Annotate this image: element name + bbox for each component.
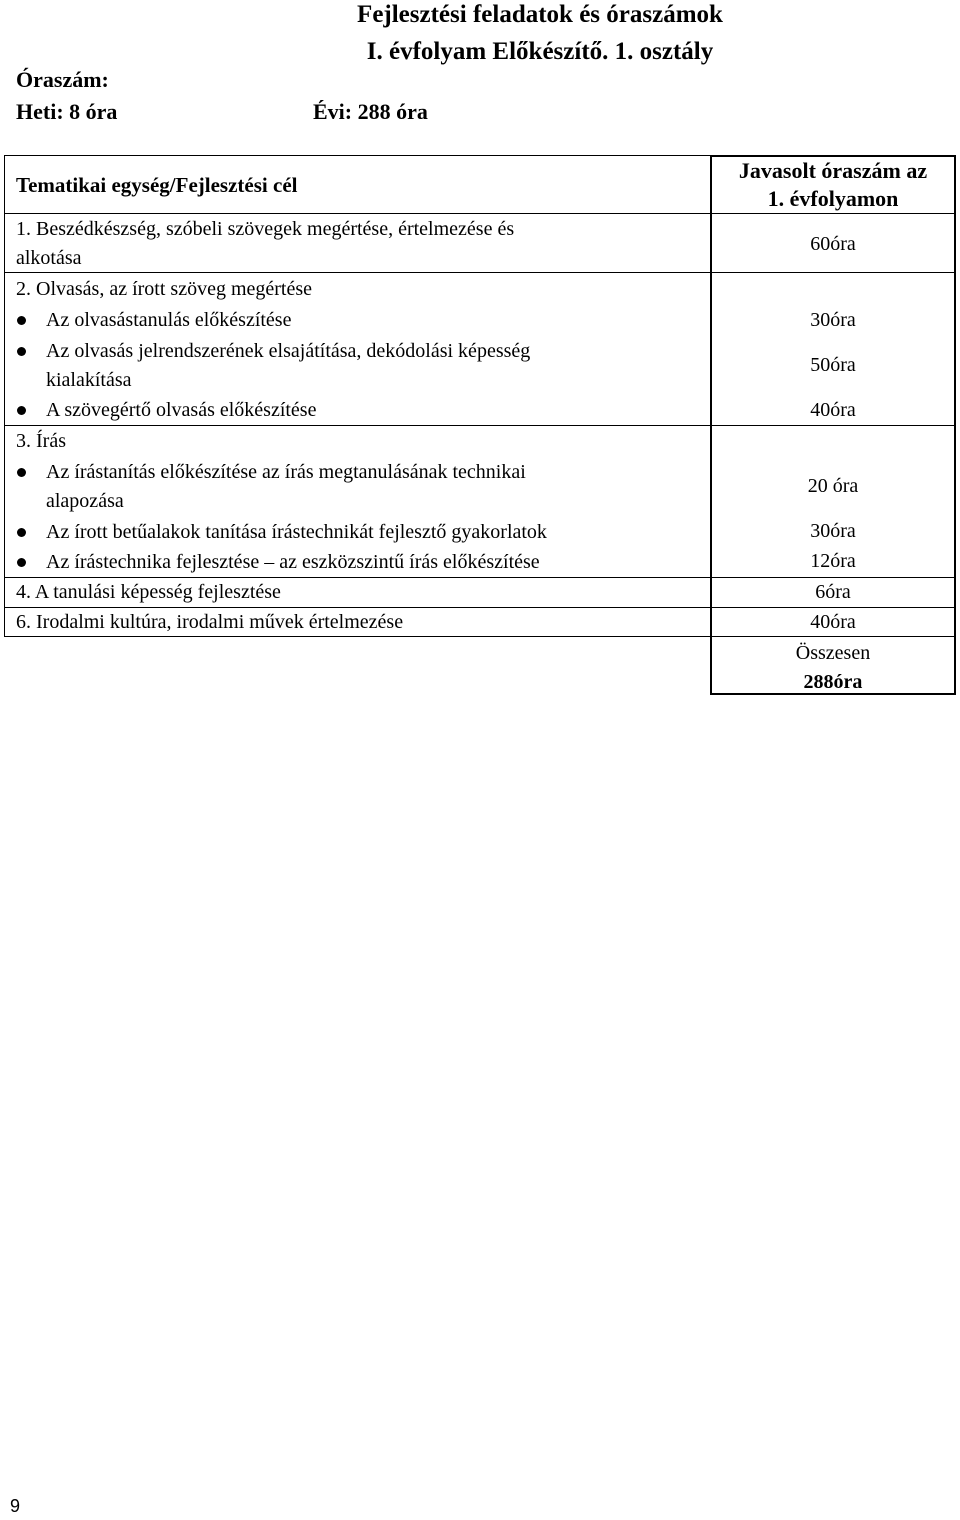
unit3-item1: Az írástanítás előkészítése az írás megtanulásának technikai: [46, 461, 526, 483]
document-title: Fejlesztési feladatok és óraszámok: [357, 1, 723, 28]
table-left-border: [4, 155, 5, 636]
bullet-icon: [17, 347, 26, 356]
unit2-item1: Az olvasástanulás előkészítése: [46, 309, 292, 331]
unit3-item1-hours: 20 óra: [807, 475, 859, 497]
unit2-item2-hours: 50óra: [810, 354, 856, 376]
document-subtitle: I. évfolyam Előkészítő. 1. osztály: [366, 38, 714, 65]
total-value: 288óra: [803, 671, 863, 693]
table-header-unit: Tematikai egység/Fejlesztési cél: [16, 173, 298, 197]
row-divider: [4, 272, 956, 273]
unit3-item2-hours: 30óra: [810, 520, 856, 542]
yearly-hours: Évi: 288 óra: [313, 99, 428, 124]
hours-label: Óraszám:: [16, 67, 109, 92]
bullet-icon: [17, 558, 26, 567]
table-header-hours: [710, 157, 956, 213]
table-header-hours-line1: Javasolt óraszám az: [738, 158, 928, 183]
unit2-item2: Az olvasás jelrendszerének elsajátítása, dekódolási képesség: [46, 340, 531, 362]
table-top-border: [4, 155, 712, 156]
bullet-icon: [17, 468, 26, 477]
unit2-item2-cont: kialakítása: [46, 369, 132, 391]
total-label: Összesen: [795, 642, 871, 664]
row-divider: [4, 213, 956, 214]
unit3-title: 3. Írás: [16, 430, 66, 452]
unit2-title: 2. Olvasás, az írott szöveg megértése: [16, 278, 313, 300]
unit1-title-cont: alkotása: [16, 247, 82, 269]
unit4-title: 4. A tanulási képesség fejlesztése: [16, 581, 281, 603]
bullet-icon: [17, 528, 26, 537]
unit3-item3-hours: 12óra: [810, 550, 856, 572]
page-number: 9: [10, 1496, 21, 1516]
unit2-item1-hours: 30óra: [810, 309, 856, 331]
weekly-hours: Heti: 8 óra: [16, 99, 118, 124]
unit4-hours: 6óra: [815, 581, 851, 603]
unit2-item3: A szövegértő olvasás előkészítése: [46, 399, 317, 421]
unit1-title: 1. Beszédkészség, szóbeli szövegek megértése, értelmezése és: [16, 218, 515, 240]
unit2-item3-hours: 40óra: [810, 399, 856, 421]
table-header-hours-line2: 1. évfolyamon: [767, 186, 899, 211]
unit3-item1-cont: alapozása: [46, 490, 124, 512]
unit3-item2: Az írott betűalakok tanítása írástechnikát fejlesztő gyakorlatok: [46, 521, 547, 543]
unit3-item3: Az írástechnika fejlesztése – az eszközszintű írás előkészítése: [46, 551, 540, 573]
row-divider: [4, 425, 956, 426]
unit1-hours: 60óra: [810, 233, 856, 255]
bullet-icon: [17, 316, 26, 325]
unit6-title: 6. Irodalmi kultúra, irodalmi művek értelmezése: [16, 611, 404, 633]
bullet-icon: [17, 406, 26, 415]
unit6-hours: 40óra: [810, 611, 856, 633]
